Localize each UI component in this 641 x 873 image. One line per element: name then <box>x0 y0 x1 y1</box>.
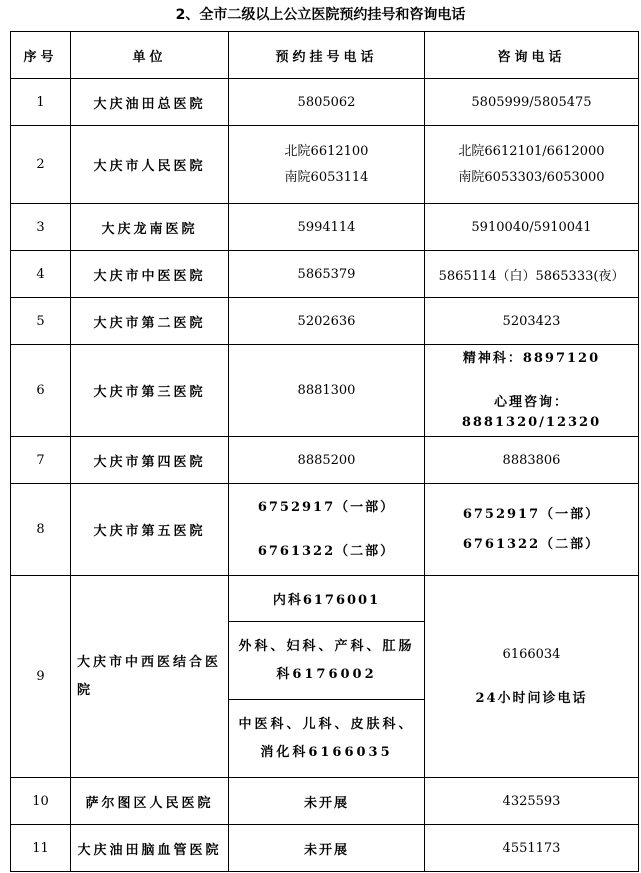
page-title: 2、全市二级以上公立医院预约挂号和咨询电话 <box>175 7 466 23</box>
table-row <box>11 437 639 484</box>
table-row <box>11 484 639 576</box>
row-con: 4325593 <box>425 778 639 825</box>
table-row <box>11 204 639 251</box>
hospital-phone-table <box>10 31 639 872</box>
row-unit: 大庆市第二医院 <box>71 298 229 345</box>
row-reg: 未开展 <box>229 825 425 872</box>
row-no: 4 <box>11 251 71 298</box>
header-unit: 单位 <box>71 32 229 79</box>
row-reg: 8885200 <box>229 437 425 484</box>
table-row <box>11 825 639 872</box>
row-reg: 5865379 <box>229 251 425 298</box>
row-con: 5910040/5910041 <box>425 204 639 251</box>
header-con: 咨询电话 <box>425 32 639 79</box>
table-row <box>11 576 639 622</box>
row-no: 7 <box>11 437 71 484</box>
table-row <box>11 778 639 825</box>
row-no: 8 <box>11 484 71 576</box>
row-con: 4551173 <box>425 825 639 872</box>
con-line: 6752917（一部） <box>462 506 601 522</box>
row-reg: 5202636 <box>229 298 425 345</box>
con-line: 北院6612101/6612000 <box>458 143 605 159</box>
header-no: 序号 <box>11 32 71 79</box>
table-row <box>11 298 639 345</box>
row-reg: 8881300 <box>229 345 425 437</box>
reg-line: 6752917（一部） <box>257 499 396 515</box>
con-line: 24小时问诊电话 <box>475 690 588 706</box>
row-con <box>425 484 639 576</box>
reg-line: 南院6053114 <box>284 169 369 185</box>
row-no: 10 <box>11 778 71 825</box>
con-line: 心理咨询：8881320/12320 <box>461 394 602 430</box>
row-con <box>425 126 639 204</box>
table-row <box>11 345 639 437</box>
con-line: 南院6053303/6053000 <box>458 169 605 185</box>
row-reg: 5805062 <box>229 79 425 126</box>
table-header-row <box>11 32 639 79</box>
row-con <box>425 345 639 437</box>
row-reg <box>229 484 425 576</box>
row-reg: 外科、妇科、产科、肛肠科6176002 <box>229 622 425 700</box>
row-unit: 萨尔图区人民医院 <box>71 778 229 825</box>
table-row <box>11 251 639 298</box>
row-unit: 大庆市人民医院 <box>71 126 229 204</box>
row-con <box>425 576 639 778</box>
row-unit: 大庆油田总医院 <box>71 79 229 126</box>
table-row <box>11 126 639 204</box>
row-no: 11 <box>11 825 71 872</box>
con-line: 精神科：8897120 <box>462 350 601 366</box>
row-unit: 大庆龙南医院 <box>71 204 229 251</box>
con-line: 6166034 <box>502 646 561 662</box>
row-no: 5 <box>11 298 71 345</box>
row-no: 1 <box>11 79 71 126</box>
row-unit: 大庆市第四医院 <box>71 437 229 484</box>
reg-line: 北院6612100 <box>284 143 369 159</box>
row-no: 6 <box>11 345 71 437</box>
con-line: 6761322（二部） <box>462 536 601 552</box>
row-con: 5203423 <box>425 298 639 345</box>
reg-line: 6761322（二部） <box>257 543 396 559</box>
row-no: 3 <box>11 204 71 251</box>
row-unit: 大庆油田脑血管医院 <box>71 825 229 872</box>
row-reg: 中医科、儿科、皮肤科、消化科6166035 <box>229 700 425 778</box>
row-reg: 未开展 <box>229 778 425 825</box>
row-con: 5865114（白）5865333(夜） <box>425 251 639 298</box>
row-unit: 大庆市中西医结合医院 <box>71 576 229 778</box>
row-reg: 内科6176001 <box>229 576 425 622</box>
row-no: 2 <box>11 126 71 204</box>
header-reg: 预约挂号电话 <box>229 32 425 79</box>
row-con: 8883806 <box>425 437 639 484</box>
row-reg <box>229 126 425 204</box>
row-con: 5805999/5805475 <box>425 79 639 126</box>
row-unit: 大庆市第五医院 <box>71 484 229 576</box>
row-unit: 大庆市中医医院 <box>71 251 229 298</box>
row-reg: 5994114 <box>229 204 425 251</box>
row-unit: 大庆市第三医院 <box>71 345 229 437</box>
row-no: 9 <box>11 576 71 778</box>
table-row <box>11 79 639 126</box>
